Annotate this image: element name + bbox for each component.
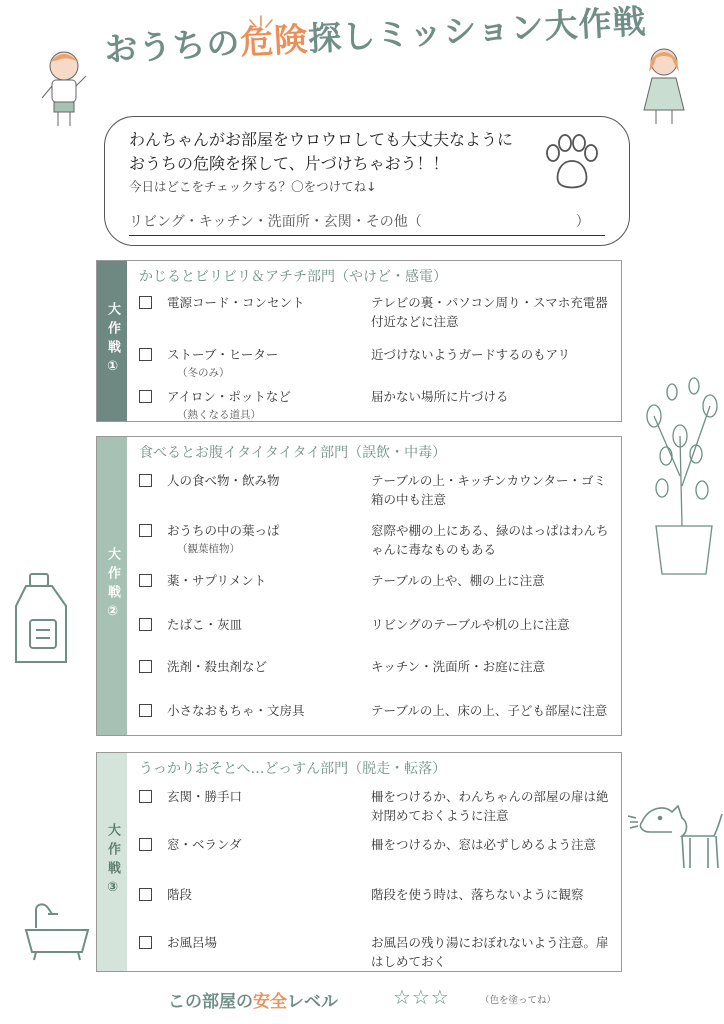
check-note: 近づけないようガードするのもアリ <box>371 347 571 362</box>
checkbox[interactable] <box>139 618 152 631</box>
check-note: リビングのテーブルや机の上に注意 <box>371 617 570 632</box>
intro-instruction: 今日はどこをチェックする？〇をつけてね↓ <box>129 179 377 194</box>
check-note: テーブルの上、床の上、子ども部屋に注意 <box>371 703 608 718</box>
checkbox[interactable] <box>139 704 152 717</box>
intro-box <box>104 116 630 246</box>
intro-line-1: わんちゃんがお部屋をウロウロしても大丈夫なように <box>129 130 514 149</box>
check-item: 階段 <box>167 887 193 902</box>
checkbox[interactable] <box>139 790 152 803</box>
check-item: 洗剤・殺虫剤など <box>167 659 268 674</box>
safety-stars[interactable]: ☆☆☆ <box>393 985 450 1009</box>
check-note: 窓際や棚の上にある、緑のはっぱはわんちゃんに毒なものもある <box>371 523 609 557</box>
check-note: お風呂の残り湯におぼれないよう注意。扉はしめておく <box>371 935 609 969</box>
check-item: お風呂場 <box>167 935 218 950</box>
girl-illustration <box>634 44 694 128</box>
check-item: 玄関・勝手口 <box>167 789 243 804</box>
check-note: 届かない場所に片づける <box>371 389 509 404</box>
paw-icon <box>539 133 599 193</box>
section-side-label: 大作戦② <box>97 437 127 735</box>
section-heading: うっかりおそとへ…どっすん部門（脱走・転落） <box>139 761 447 777</box>
bathtub-illustration <box>22 900 92 964</box>
check-note: テレビの裏・パソコン周り・スマホ充電器付近などに注意 <box>371 295 608 329</box>
checkbox[interactable] <box>139 838 152 851</box>
section-heading: かじるとビリビリ＆アチチ部門（やけど・感電） <box>139 269 447 285</box>
check-note: テーブルの上・キッチンカウンター・ゴミ箱の中も注意 <box>371 473 607 507</box>
checkbox[interactable] <box>139 296 152 309</box>
check-note: テーブルの上や、棚の上に注意 <box>371 573 545 588</box>
footer-note: （色を塗ってね） <box>480 995 557 1006</box>
page-title: おうちの危険探しミッション大作戦 <box>103 1 648 69</box>
check-item: 人の食べ物・飲み物 <box>167 473 280 488</box>
dog-illustration <box>628 798 724 878</box>
check-item: 小さなおもちゃ・文房具 <box>167 703 305 718</box>
checkbox[interactable] <box>139 660 152 673</box>
check-item-sub: （熱くなる道具） <box>177 409 261 421</box>
checkbox[interactable] <box>139 348 152 361</box>
section-side-label: 大作戦③ <box>97 753 127 971</box>
checkbox[interactable] <box>139 888 152 901</box>
check-item: 電源コード・コンセント <box>167 295 305 310</box>
plant-illustration <box>632 376 722 582</box>
check-note: キッチン・洗面所・お庭に注意 <box>371 659 546 674</box>
check-item-sub: （冬のみ） <box>177 367 230 379</box>
checkbox[interactable] <box>139 524 152 537</box>
checkbox[interactable] <box>139 474 152 487</box>
mission-section-1 <box>96 260 622 422</box>
check-item: たばこ・灰皿 <box>167 617 243 632</box>
intro-line-2: おうちの危険を探して、片づけちゃおう！！ <box>129 154 449 173</box>
boy-illustration <box>38 48 92 130</box>
check-item: ストーブ・ヒーター <box>167 347 279 362</box>
check-note: 階段を使う時は、落ちないように観察 <box>371 887 584 902</box>
check-item-sub: （観葉植物） <box>177 543 240 555</box>
checkbox[interactable] <box>139 390 152 403</box>
mission-section-3 <box>96 752 622 972</box>
check-note: 柵をつけるか、窓は必ずしめるよう注意 <box>371 837 597 852</box>
check-item: 薬・サプリメント <box>167 573 267 588</box>
check-item: アイロン・ポットなど <box>167 389 291 404</box>
mission-section-2 <box>96 436 622 736</box>
safety-level-label: この部屋の安全レベル <box>168 992 338 1012</box>
check-note: 柵をつけるか、わんちゃんの部屋の扉は絶対閉めておくように注意 <box>371 789 609 823</box>
checkbox[interactable] <box>139 574 152 587</box>
checkbox[interactable] <box>139 936 152 949</box>
section-side-label: 大作戦① <box>97 261 127 421</box>
check-item: 窓・ベランダ <box>167 837 242 852</box>
room-choices[interactable]: リビング・キッチン・洗面所・玄関・その他（ ） <box>129 211 605 236</box>
check-item: おうちの中の葉っぱ <box>167 523 280 538</box>
detergent-bottle-illustration <box>8 570 74 670</box>
section-heading: 食べるとお腹イタイタイタイ部門（誤飲・中毒） <box>139 445 447 461</box>
